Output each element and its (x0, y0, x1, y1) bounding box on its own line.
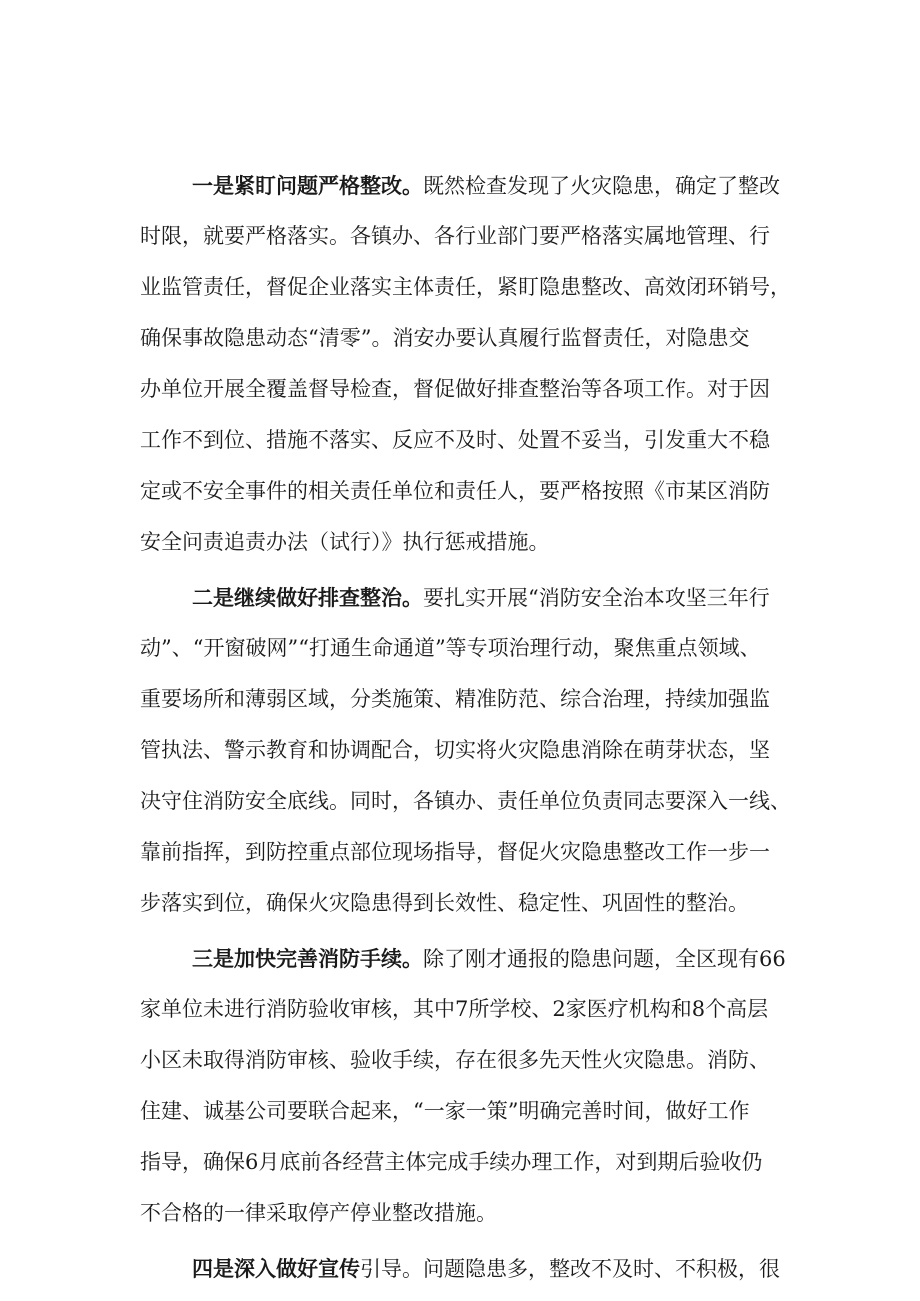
text-line: 住建、诚基公司要联合起来，“一家一策”明确完善时间，做好工作 (140, 1099, 750, 1123)
text-line: 动”、“开窗破网”“打通生命通道”等专项治理行动，聚焦重点领域、 (140, 636, 761, 660)
text-run: 除了刚才通报的隐患问题，全区现有66 (423, 947, 786, 971)
document-body (140, 160, 800, 1294)
paragraph-2 (140, 572, 800, 929)
text-line (140, 1243, 800, 1294)
text-line: 办单位开展全覆盖督导检查，督促做好排查整治等各项工作。对于因 (140, 377, 770, 401)
text-line (140, 933, 800, 984)
paragraph-3 (140, 933, 800, 1239)
text-line (140, 160, 800, 211)
paragraph-4 (140, 1243, 800, 1294)
text-line: 不合格的一律采取停产停业整改措施。 (140, 1201, 497, 1225)
text-line: 小区未取得消防审核、验收手续，存在很多先天性火灾隐患。消防、 (140, 1048, 770, 1072)
paragraph-heading: 三是加快完善消防手续。 (192, 946, 423, 971)
text-line: 业监管责任，督促企业落实主体责任，紧盯隐患整改、高效闭环销号， (140, 275, 791, 299)
text-line: 确保事故隐患动态“清零”。消安办要认真履行监督责任，对隐患交 (140, 326, 750, 350)
text-line (140, 572, 800, 623)
text-line: 靠前指挥，到防控重点部位现场指导，督促火灾隐患整改工作一步一 (140, 840, 770, 864)
text-run: 既然检查发现了火灾隐患，确定了整改 (423, 174, 780, 198)
text-run: 引导。问题隐患多，整改不及时、不积极，很 (360, 1257, 780, 1281)
text-line: 工作不到位、措施不落实、反应不及时、处置不妥当，引发重大不稳 (140, 428, 770, 452)
text-line: 管执法、警示教育和协调配合，切实将火灾隐患消除在萌芽状态，坚 (140, 738, 770, 762)
text-line: 决守住消防安全底线。同时，各镇办、责任单位负责同志要深入一线、 (140, 789, 791, 813)
text-line: 安全问责追责办法（试行）》执行惩戒措施。 (140, 530, 550, 554)
paragraph-heading: 二是继续做好排查整治。 (192, 585, 423, 610)
text-run: 要扎实开展“消防安全治本攻坚三年行 (423, 586, 770, 610)
text-line: 家单位未进行消防验收审核，其中7所学校、2家医疗机构和8个高层 (140, 997, 769, 1021)
paragraph-heading: 四是深入做好宣传 (192, 1256, 360, 1281)
text-line: 指导，确保6月底前各经营主体完成手续办理工作，对到期后验收仍 (140, 1150, 763, 1174)
paragraph-1 (140, 160, 800, 568)
text-line: 时限，就要严格落实。各镇办、各行业部门要严格落实属地管理、行 (140, 224, 770, 248)
paragraph-heading: 一是紧盯问题严格整改。 (192, 173, 423, 198)
text-line: 步落实到位，确保火灾隐患得到长效性、稳定性、巩固性的整治。 (140, 891, 749, 915)
text-line: 定或不安全事件的相关责任单位和责任人，要严格按照《市某区消防 (140, 479, 770, 503)
text-line: 重要场所和薄弱区域，分类施策、精准防范、综合治理，持续加强监 (140, 687, 770, 711)
